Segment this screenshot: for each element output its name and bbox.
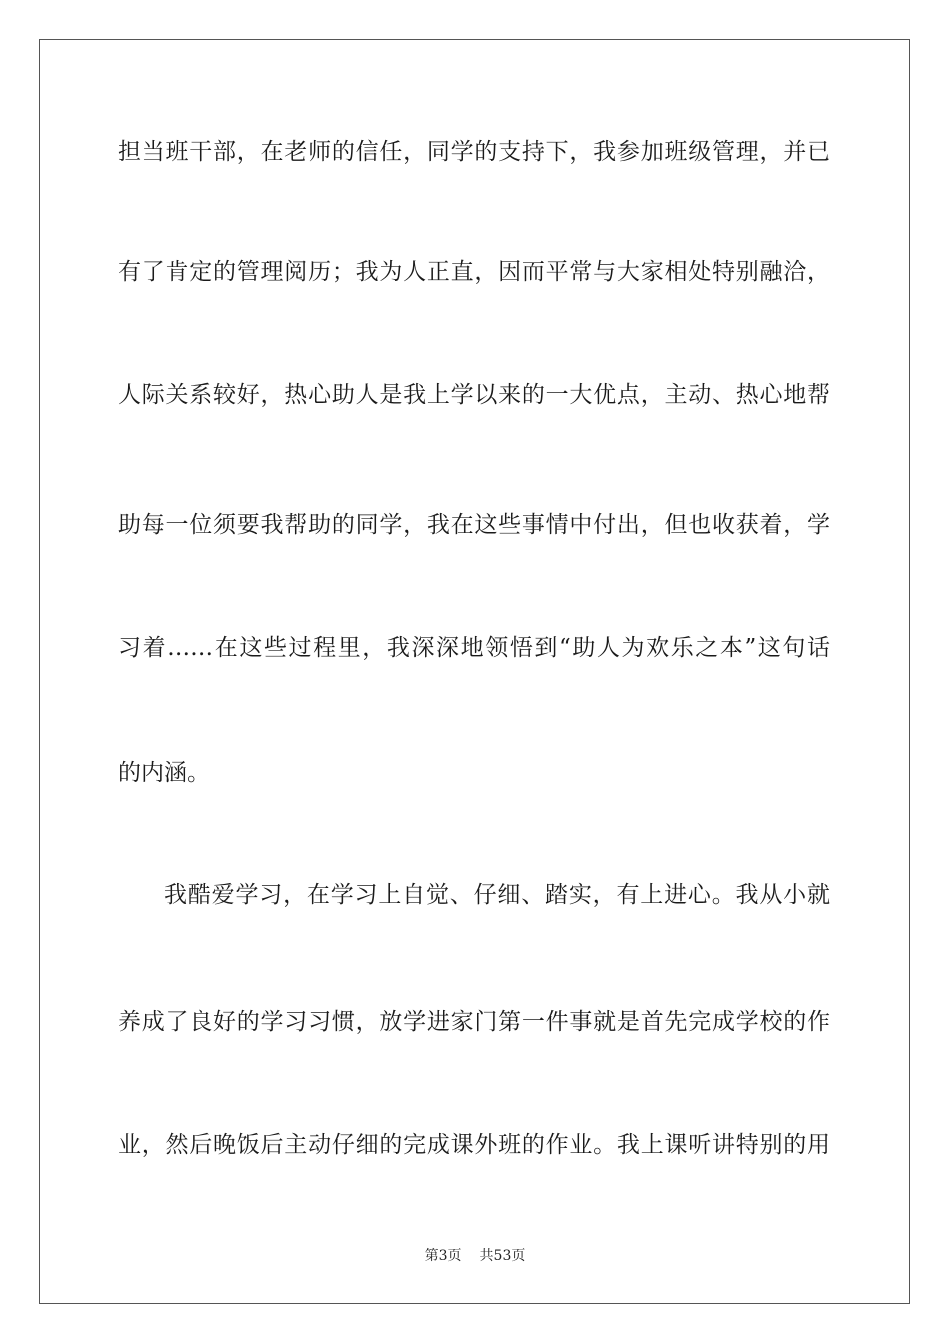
page-total: 共53页 — [479, 1248, 526, 1264]
body-text-line: 的内涵。 — [118, 760, 210, 786]
page-border — [39, 39, 910, 1304]
body-text-line: 人际关系较好，热心助人是我上学以来的一大优点，主动、热心地帮 — [118, 382, 830, 408]
body-text-line: 业，然后晚饭后主动仔细的完成课外班的作业。我上课听讲特别的用 — [118, 1132, 830, 1158]
body-text-line: 助每一位须要我帮助的同学，我在这些事情中付出，但也收获着，学 — [118, 512, 830, 538]
body-text-line: 养成了良好的学习习惯，放学进家门第一件事就是首先完成学校的作 — [118, 1009, 830, 1035]
body-text-line: 有了肯定的管理阅历；我为人正直，因而平常与大家相处特别融洽， — [118, 259, 830, 285]
page-footer — [0, 1247, 950, 1265]
paragraph-first-line: 我酷爱学习，在学习上自觉、仔细、踏实，有上进心。我从小就 — [164, 882, 830, 908]
body-text-line: 习着……在这些过程里，我深深地领悟到“助人为欢乐之本”这句话 — [118, 635, 830, 661]
body-text-line: 担当班干部，在老师的信任，同学的支持下，我参加班级管理，并已 — [118, 139, 830, 165]
page-number: 第3页 — [424, 1248, 462, 1264]
